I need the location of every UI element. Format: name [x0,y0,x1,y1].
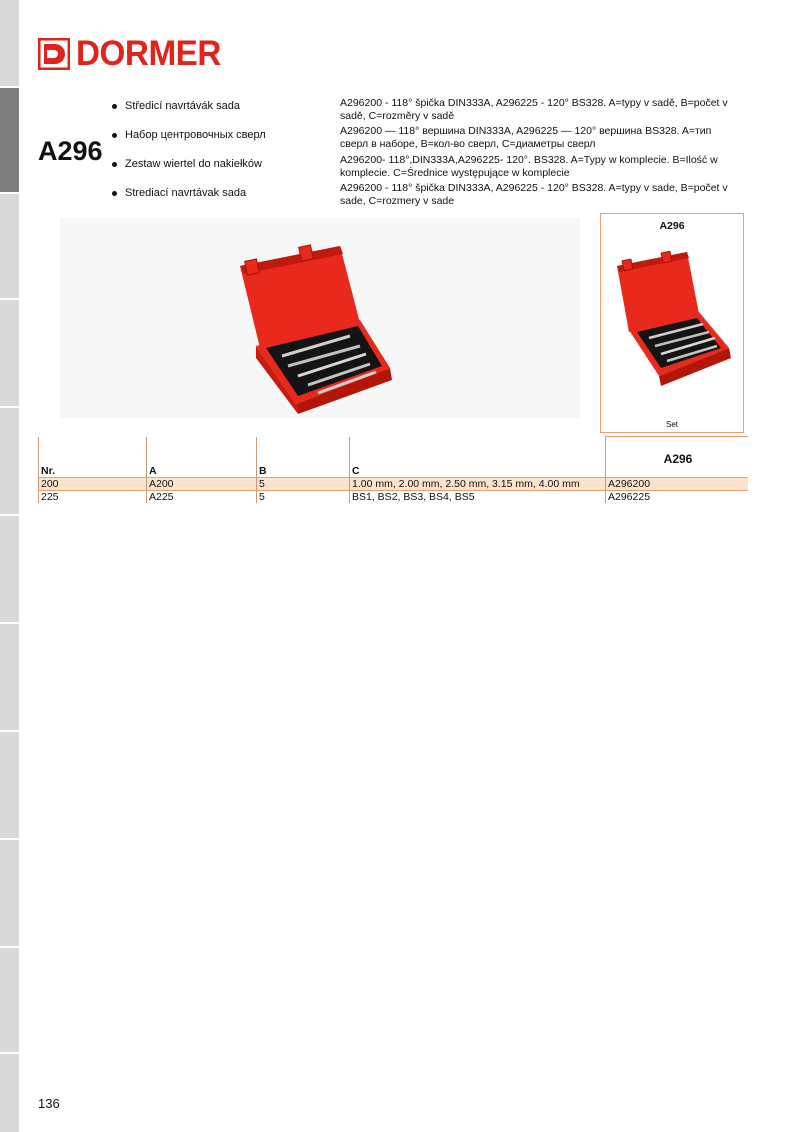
section-tab [0,516,19,622]
cell-code: A296225 [606,491,749,504]
product-name-item [112,100,240,112]
thumbnail-caption: Set [665,420,678,429]
bullet-icon [112,191,117,196]
table-row [39,491,749,504]
section-tab [0,408,19,514]
cell-nr: 225 [39,491,147,504]
section-tab [0,624,19,730]
thumbnail-title: A296 [659,220,685,232]
set-thumbnail-photo [607,238,737,418]
product-name-cs: Středicí navrtávák sada [125,100,240,112]
header-c: C [350,437,606,478]
section-tab [0,840,19,946]
description-cs: A296200 - 118° špička DIN333A, A296225 - 120° BS328. A=typy v sadě, B=počet v sadě, C=rozměry v sadě [340,97,728,122]
cell-c: 1.00 mm, 2.00 mm, 2.50 mm, 3.15 mm, 4.00 mm [350,478,606,491]
table-header-row [39,437,749,478]
header-a: A [147,437,257,478]
dormer-logo [38,36,229,72]
cell-nr: 200 [39,478,147,491]
section-tab [0,948,19,1052]
product-name-ru: Набор центровочных сверл [125,129,266,141]
cell-a: A200 [147,478,257,491]
description-sk: A296200 - 118° špička DIN333A, A296225 - 120° BS328. A=typy v sade, B=počet v sade, C=rozmery v sade [340,182,728,207]
description-pl: A296200- 118°,DIN333A,A296225- 120°. BS328. A=Typy w komplecie. B=Ilość w komplecie. C=Średnice występujące w komplecie [340,154,718,179]
section-tab-active [0,88,19,192]
section-tab [0,300,19,406]
product-name-item [112,187,246,199]
section-tab [0,194,19,298]
product-name-item [112,158,262,170]
table-row [39,478,749,491]
description-ru: A296200 — 118° вершина DIN333A, A296225 — 120° вершина BS328. A=тип сверл в наборе, B=кол-во сверл, C=диаметры сверл [340,125,712,150]
cell-b: 5 [257,491,350,504]
header-code: A296 [663,452,693,466]
header-b: B [257,437,350,478]
section-tab [0,732,19,838]
spec-table [38,436,748,503]
drill-set-case-thumbnail-image [607,238,737,418]
page-number: 136 [38,1096,60,1111]
bullet-icon [112,104,117,109]
header-code-cell [606,437,749,478]
product-photo [60,218,580,418]
product-name-pl: Zestaw wiertel do nakiełków [125,158,262,170]
bullet-icon [112,162,117,167]
product-code: A296 [38,136,103,166]
cell-code: A296200 [606,478,749,491]
section-tab [0,0,19,86]
cell-b: 5 [257,478,350,491]
dormer-logo-mark-icon [38,38,70,70]
set-thumbnail-box [600,213,744,433]
bullet-icon [112,133,117,138]
product-name-sk: Strediací navrtávak sada [125,187,247,199]
section-tabs [0,0,19,1132]
header-nr: Nr. [39,437,147,478]
product-name-item [112,129,266,141]
drill-set-case-image [60,218,580,418]
section-tab [0,1054,19,1132]
brand-name: DORMER [76,34,221,73]
cell-c: BS1, BS2, BS3, BS4, BS5 [350,491,606,504]
cell-a: A225 [147,491,257,504]
